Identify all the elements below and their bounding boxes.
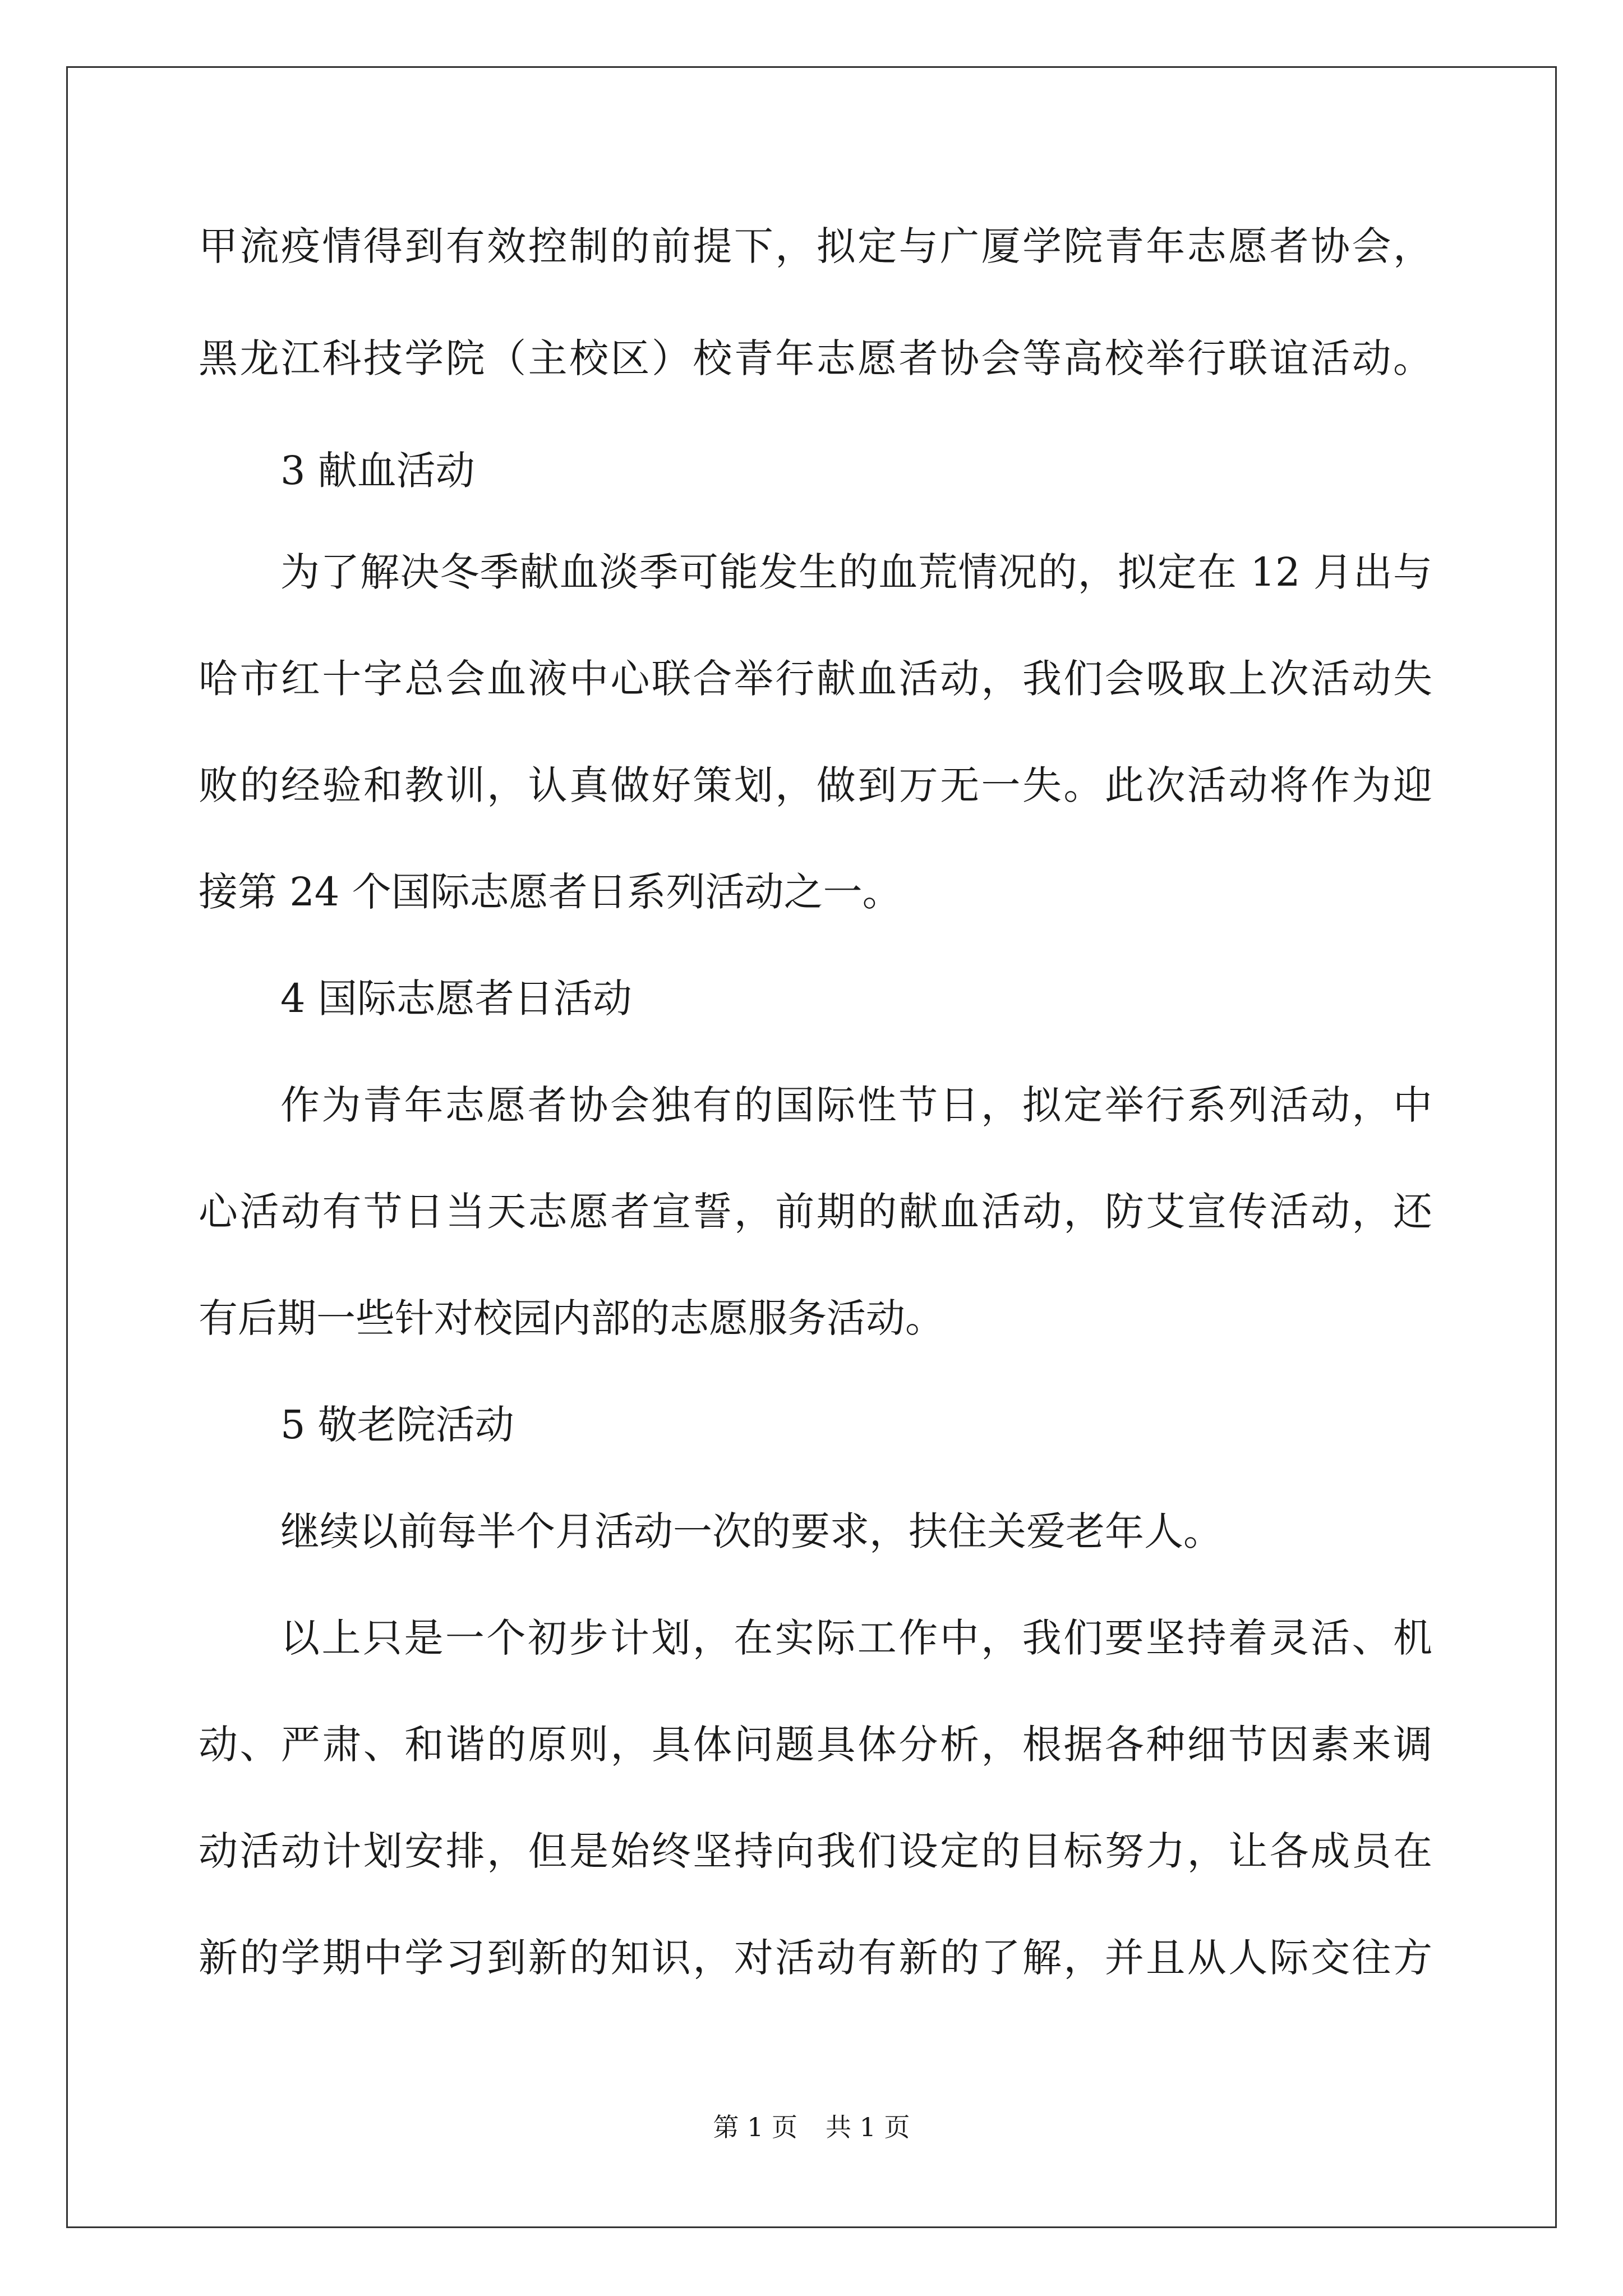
text-line: 黑龙江科技学院（主校区）校青年志愿者协会等高校举行联谊活动。 (199, 335, 1432, 381)
text-line: 败的经验和教训，认真做好策划，做到万无一失。此次活动将作为迎 (199, 762, 1432, 808)
text-line: 以上只是一个初步计划，在实际工作中，我们要坚持着灵活、机 (280, 1615, 1432, 1661)
text-line: 作为青年志愿者协会独有的国际性节日，拟定举行系列活动，中 (280, 1082, 1432, 1128)
page-number: 第 1 页 (713, 2112, 797, 2142)
page-total: 共 1 页 (826, 2112, 910, 2142)
text-line: 接第 24 个国际志愿者日系列活动之一。 (199, 869, 902, 915)
section-heading: 4 国际志愿者日活动 (280, 976, 632, 1022)
text-line: 为了解决冬季献血淡季可能发生的血荒情况的，拟定在 12 月出与 (280, 549, 1432, 595)
page-footer (0, 2110, 1623, 2144)
text-line: 动、严肃、和谐的原则，具体问题具体分析，根据各种细节因素来调 (199, 1722, 1432, 1768)
text-line: 哈市红十字总会血液中心联合举行献血活动，我们会吸取上次活动失 (199, 656, 1432, 702)
text-line: 有后期一些针对校园内部的志愿服务活动。 (199, 1295, 944, 1341)
text-line: 心活动有节日当天志愿者宣誓，前期的献血活动，防艾宣传活动，还 (199, 1189, 1432, 1235)
section-heading: 5 敬老院活动 (280, 1402, 514, 1448)
text-line: 新的学期中学习到新的知识，对活动有新的了解，并且从人际交往方 (199, 1935, 1432, 1981)
text-line: 动活动计划安排，但是始终坚持向我们设定的目标努力，让各成员在 (199, 1828, 1432, 1874)
text-line: 甲流疫情得到有效控制的前提下，拟定与广厦学院青年志愿者协会， (199, 223, 1432, 269)
text-line: 继续以前每半个月活动一次的要求，扶住关爱老年人。 (280, 1508, 1223, 1554)
section-heading: 3 献血活动 (280, 448, 475, 494)
